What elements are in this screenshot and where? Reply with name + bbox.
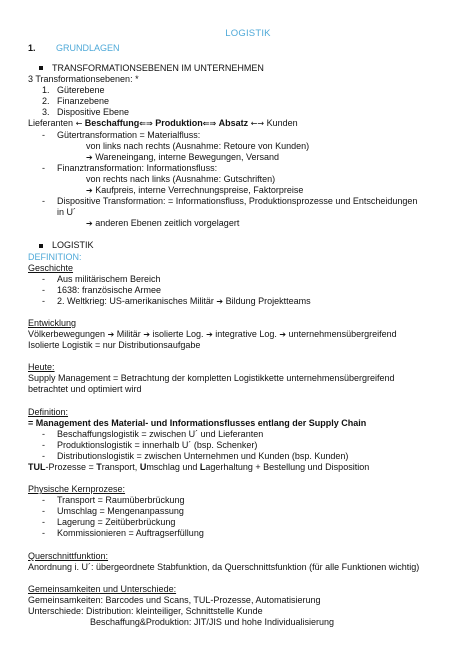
heute-line: betrachtet und optimiert wird: [28, 384, 142, 395]
isolierte-line: Isolierte Logistik = nur Distributionsaufgabe: [28, 340, 201, 351]
arrow-right-icon: ➔: [216, 296, 224, 306]
document-title: LOGISTIK: [225, 28, 271, 39]
transform-intro: 3 Transformationsebenen: *: [28, 74, 139, 85]
subheading-heute: Heute:: [28, 362, 55, 373]
list-item: - Finanztransformation: Informationsfluss:: [42, 162, 218, 173]
arrow-right-icon: ➔: [86, 219, 93, 229]
supply-chain-line: Lieferanten ← Beschaffung⇐⇒ Produktion⇐⇒ Absatz ←→ Kunden: [28, 118, 298, 129]
section-title: GRUNDLAGEN: [56, 43, 120, 53]
list-item: - Distributionslogistik = zwischen Unternehmen und Kunden (bsp. Kunden): [42, 450, 349, 461]
list-item: - Aus militärischem Bereich: [42, 273, 161, 284]
subheading-geschichte: Geschichte: [28, 262, 74, 273]
gemein-line: Gemeinsamkeiten: Barcodes und Scans, TUL-Prozesse, Automatisierung: [28, 594, 321, 605]
definition-bold: = Management des Material- und Informationsflusses entlang der Supply Chain: [28, 417, 367, 428]
list-subitem: von links nach rechts (Ausnahme: Retoure von Kunden): [86, 140, 310, 151]
transform-heading-row: [28, 63, 468, 74]
definition-label: DEFINITION:: [28, 251, 82, 262]
square-bullet-icon: [39, 66, 43, 70]
list-item: 2. Finanzebene: [42, 96, 110, 107]
subheading-gemeinsamkeiten: Gemeinsamkeiten und Unterschiede:: [28, 583, 177, 594]
list-item: - Dispositive Transformation: = Informationsfluss, Produktionsprozesse und Entscheidungen: [42, 196, 418, 207]
logistik-heading-row: [28, 240, 468, 251]
tul-line: TUL-Prozesse = Transport, Umschlag und Lagerhaltung + Bestellung und Disposition: [28, 462, 370, 472]
arrow-right-icon: ➔: [86, 186, 93, 196]
list-item: - Beschaffungslogistik = zwischen U´ und Lieferanten: [42, 428, 264, 439]
list-item: - 1638: französische Armee: [42, 284, 162, 295]
gemein-line: Unterschiede: Distribution: kleinteiliger, Schnittstelle Kunde: [28, 605, 263, 616]
list-item: - Transport = Raumüberbrückung: [42, 495, 185, 506]
section-number: 1.: [28, 43, 36, 53]
querschnitt-line: Anordnung i. U´: übergeordnete Stabfunktion, da Querschnittsfunktion (für alle Funktionen wichtig): [28, 561, 420, 572]
list-item: - Umschlag = Mengenanpassung: [42, 506, 184, 517]
list-item: 3. Dispositive Ebene: [42, 107, 130, 118]
list-item: 1. Güterebene: [42, 85, 105, 96]
entwicklung-line: Völkerbewegungen ➔ Militär ➔ isolierte Log. ➔ integrative Log. ➔ unternehmensübergreifend: [28, 329, 397, 340]
subheading-kernprozesse: Physische Kernprozese:: [28, 484, 126, 495]
list-subitem: von rechts nach links (Ausnahme: Gutschriften): [86, 173, 276, 184]
section-heading: [28, 43, 468, 53]
double-arrow-icon: ⇐⇒: [139, 119, 153, 129]
list-item: - Gütertransformation = Materialfluss:: [42, 129, 201, 140]
arrow-right-icon: ➔: [107, 330, 115, 340]
transform-heading: TRANSFORMATIONSEBENEN IM UNTERNEHMEN: [52, 63, 264, 73]
arrow-right-icon: ➔: [206, 330, 213, 340]
list-item: - Lagerung = Zeitüberbrückung: [42, 517, 176, 528]
subheading-entwicklung: Entwicklung: [28, 317, 77, 328]
arrow-right-icon: ➔: [86, 152, 93, 162]
arrow-left-icon: ←: [75, 119, 83, 129]
list-item: - Kommissionieren = Auftragserfüllung: [42, 528, 204, 539]
list-item-continuation: in U´: [57, 207, 77, 218]
double-arrow-icon: ←→: [250, 119, 265, 129]
logistik-heading: LOGISTIK: [52, 240, 94, 251]
list-subitem: ➔ Kaufpreis, interne Verrechnungspreise, Faktorpreise: [86, 185, 304, 196]
heute-line: Supply Management = Betrachtung der kompletten Logistikkette unternehmensübergreifend: [28, 373, 395, 384]
list-item: - Produktionslogistik = innerhalb U´ (bsp. Schenker): [42, 439, 258, 450]
arrow-right-icon: ➔: [279, 330, 287, 340]
list-item: - 2. Weltkrieg: US-amerikanisches Militär ➔ Bildung Projektteams: [42, 295, 311, 306]
document-page: [28, 28, 468, 628]
gemein-line: Beschaffung&Produktion: JIT/JIS und hohe Individualisierung: [90, 617, 334, 628]
subheading-querschnitt: Querschnittfunktion:: [28, 550, 109, 561]
square-bullet-icon: [39, 244, 43, 248]
list-subitem: ➔ anderen Ebenen zeitlich vorgelagert: [86, 218, 240, 229]
arrow-right-icon: ➔: [143, 330, 151, 340]
subheading-definition: Definition:: [28, 406, 69, 417]
list-subitem: ➔ Wareneingang, interne Bewegungen, Versand: [86, 151, 280, 162]
double-arrow-icon: ⇐⇒: [202, 119, 217, 129]
